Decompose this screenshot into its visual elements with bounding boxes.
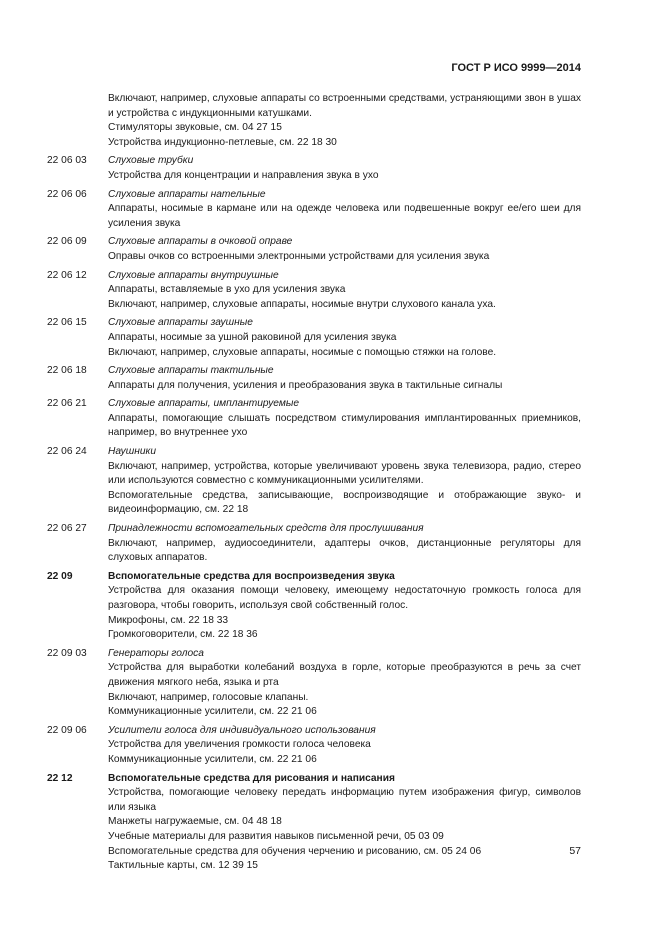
entry-text-line: Аппараты, носимые за ушной раковиной для усиления звука bbox=[108, 331, 397, 343]
entry-body bbox=[108, 724, 581, 768]
entry-text-line: Устройства, помогающие человеку передать информацию путем изображения фигур, символов или языка bbox=[108, 787, 581, 813]
list-item bbox=[47, 522, 581, 566]
entry-body bbox=[108, 397, 581, 441]
entry-code: 22 12 bbox=[47, 772, 73, 784]
entry-body bbox=[108, 269, 581, 313]
entry-body bbox=[108, 235, 581, 264]
entry-body bbox=[108, 364, 581, 393]
list-item bbox=[47, 235, 581, 264]
entry-text-line: Устройства для увеличения громкости голоса человека bbox=[108, 739, 371, 751]
entry-text-line: Манжеты нагружаемые, см. 04 48 18 bbox=[108, 816, 282, 828]
list-item bbox=[47, 92, 581, 150]
entry-body bbox=[108, 92, 581, 150]
entry-code: 22 06 12 bbox=[47, 269, 87, 281]
page-number: 57 bbox=[569, 845, 581, 857]
entry-code: 22 06 15 bbox=[47, 317, 87, 329]
entry-body bbox=[108, 154, 581, 183]
entry-code: 22 06 03 bbox=[47, 155, 87, 167]
entry-title: Генераторы голоса bbox=[108, 647, 204, 659]
section-entry bbox=[47, 570, 581, 643]
entry-code: 22 06 27 bbox=[47, 523, 87, 535]
entry-text-line: Громкоговорители, см. 22 18 36 bbox=[108, 629, 258, 641]
entry-text-line: Устройства индукционно-петлевые, см. 22 18 30 bbox=[108, 136, 337, 148]
entry-text-line: Включают, например, аудиосоединители, адаптеры очков, дистанционные регуляторы для слуховых аппаратов. bbox=[108, 537, 581, 564]
entry-text-line: Включают, например, устройства, которые увеличивают уровень звука телевизора, радио, стерео или используются совместно с коммуникационными усилителями. bbox=[108, 460, 581, 487]
entry-text-line: Оправы очков со встроенными электронными устройствами для усиления звука bbox=[108, 250, 490, 262]
entry-text-line: Тактильные карты, см. 12 39 15 bbox=[108, 860, 258, 872]
entry-body bbox=[108, 316, 581, 360]
entry-text-line: Коммуникационные усилители, см. 22 21 06 bbox=[108, 706, 317, 718]
entry-title: Слуховые аппараты внутриушные bbox=[108, 269, 279, 281]
entry-title: Слуховые аппараты, имплантируемые bbox=[108, 398, 299, 410]
entry-body bbox=[108, 647, 581, 720]
entry-body bbox=[108, 445, 581, 518]
entry-text-line: Включают, например, слуховые аппараты, носимые внутри слухового канала уха. bbox=[108, 298, 496, 310]
entry-title: Слуховые аппараты нательные bbox=[108, 188, 266, 200]
entry-code bbox=[47, 92, 108, 150]
list-item bbox=[47, 397, 581, 441]
entry-title: Слуховые аппараты тактильные bbox=[108, 365, 274, 377]
entry-body bbox=[108, 188, 581, 232]
section-entry bbox=[47, 772, 581, 874]
entry-code: 22 06 06 bbox=[47, 188, 87, 200]
entry-code: 22 06 21 bbox=[47, 398, 87, 410]
entry-text-line: Устройства для концентрации и направления звука в ухо bbox=[108, 169, 379, 181]
entry-text-line: Аппараты, вставляемые в ухо для усиления звука bbox=[108, 284, 346, 296]
entry-text-line: Устройства для оказания помощи человеку, имеющему недостаточную громкость голоса для разговора, чтобы говорить, используя свой собственный голос. bbox=[108, 585, 581, 611]
list-item bbox=[47, 316, 581, 360]
entry-text-line: Коммуникационные усилители, см. 22 21 06 bbox=[108, 753, 317, 765]
list-item bbox=[47, 724, 581, 768]
entry-title: Вспомогательные средства для воспроизведения звука bbox=[108, 570, 395, 582]
entry-text-line: Включают, например, слуховые аппараты со встроенными средствами, устраняющими звон в ушах и устройства с индукционными катушками. bbox=[108, 93, 581, 119]
entry-body bbox=[108, 772, 581, 874]
classification-list bbox=[47, 92, 581, 878]
entry-code: 22 09 03 bbox=[47, 647, 87, 659]
entry-text-line: Устройства для выработки колебаний воздуха в горле, которые преобразуются в речь за счет движения мягкого неба, языка и рта bbox=[108, 662, 581, 688]
entry-text-line: Учебные материалы для развития навыков письменной речи, 05 03 09 bbox=[108, 830, 444, 842]
entry-text-line: Аппараты для получения, усиления и преобразования звука в тактильные сигналы bbox=[108, 379, 503, 391]
entry-title: Слуховые аппараты в очковой оправе bbox=[108, 236, 293, 248]
list-item bbox=[47, 188, 581, 232]
entry-text-line: Включают, например, голосовые клапаны. bbox=[108, 691, 309, 703]
entry-body bbox=[108, 570, 581, 643]
entry-title: Слуховые трубки bbox=[108, 155, 194, 167]
entry-title: Усилители голоса для индивидуального использования bbox=[108, 724, 376, 736]
list-item bbox=[47, 445, 581, 518]
entry-text-line: Аппараты, помогающие слышать посредством стимулирования имплантированных приемников, например, во внутреннее ухо bbox=[108, 412, 581, 439]
entry-title: Слуховые аппараты заушные bbox=[108, 317, 253, 329]
entry-title: Наушники bbox=[108, 446, 156, 458]
entry-code: 22 06 24 bbox=[47, 446, 87, 458]
entry-title: Принадлежности вспомогательных средств для прослушивания bbox=[108, 523, 424, 535]
entry-text-line: Микрофоны, см. 22 18 33 bbox=[108, 614, 229, 626]
list-item bbox=[47, 269, 581, 313]
entry-title: Вспомогательные средства для рисования и написания bbox=[108, 772, 395, 784]
document-header: ГОСТ Р ИСО 9999—2014 bbox=[451, 62, 581, 74]
list-item bbox=[47, 364, 581, 393]
entry-body bbox=[108, 522, 581, 566]
list-item bbox=[47, 154, 581, 183]
entry-code: 22 09 bbox=[47, 570, 73, 582]
entry-text-line: Вспомогательные средства для обучения черчению и рисованию, см. 05 24 06 bbox=[108, 845, 482, 857]
entry-code: 22 09 06 bbox=[47, 724, 87, 736]
list-item bbox=[47, 647, 581, 720]
entry-code: 22 06 18 bbox=[47, 365, 87, 377]
entry-code: 22 06 09 bbox=[47, 236, 87, 248]
entry-text-line: Стимуляторы звуковые, см. 04 27 15 bbox=[108, 122, 282, 134]
entry-text-line: Аппараты, носимые в кармане или на одежде человека или подвешенные вокруг ее/его шеи для усиления звука bbox=[108, 203, 581, 229]
entry-text-line: Вспомогательные средства, записывающие, воспроизводящие и отображающие звуко- и видеоинформацию, см. 22 18 bbox=[108, 489, 581, 516]
entry-text-line: Включают, например, слуховые аппараты, носимые с помощью стяжки на голове. bbox=[108, 346, 497, 358]
